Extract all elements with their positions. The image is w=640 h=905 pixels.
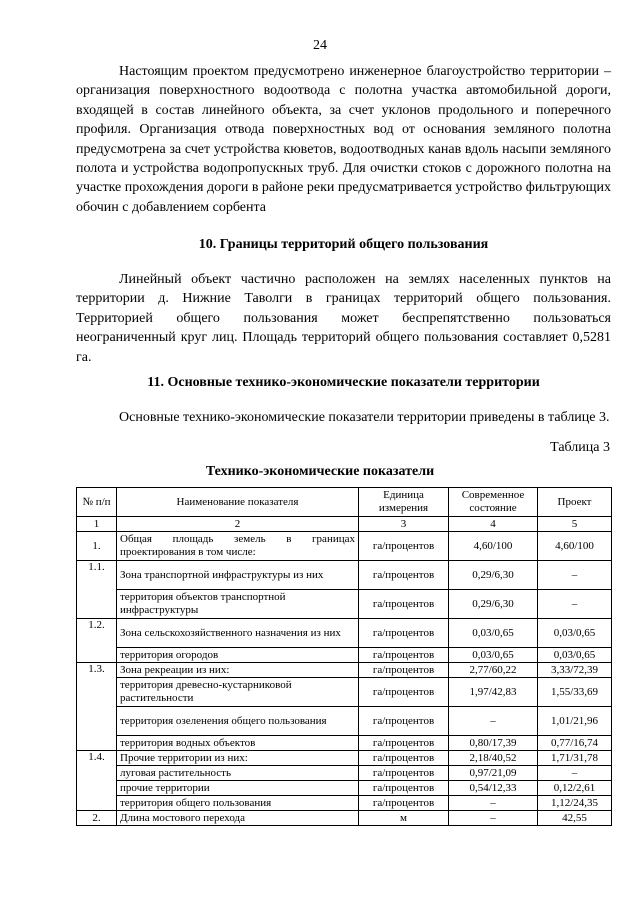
row-unit: га/процентов: [359, 707, 449, 736]
table-row: [77, 796, 612, 811]
table-row: [77, 781, 612, 796]
row-current: 2,18/40,52: [449, 751, 538, 766]
row-unit: га/процентов: [359, 619, 449, 648]
table-row: [77, 561, 612, 590]
column-number: 4: [449, 517, 538, 532]
row-name: Прочие территории из них:: [117, 751, 359, 766]
table-label: Таблица 3: [550, 440, 610, 455]
row-number: 1.: [77, 532, 117, 561]
table-title: Технико-экономические показатели: [205, 464, 435, 479]
row-unit: га/процентов: [359, 532, 449, 561]
row-project: 0,03/0,65: [538, 648, 612, 663]
row-name: территория огородов: [117, 648, 359, 663]
table-row: [77, 532, 612, 561]
table-row: [77, 619, 612, 648]
row-name: Длина мостового перехода: [117, 811, 359, 826]
row-name: территория общего пользования: [117, 796, 359, 811]
row-current: –: [449, 707, 538, 736]
row-current: 0,29/6,30: [449, 561, 538, 590]
row-project: –: [538, 590, 612, 619]
row-current: 0,29/6,30: [449, 590, 538, 619]
column-number: 1: [77, 517, 117, 532]
row-number: 1.4.: [77, 751, 117, 811]
row-unit: га/процентов: [359, 751, 449, 766]
row-unit: га/процентов: [359, 648, 449, 663]
row-unit: га/процентов: [359, 561, 449, 590]
header-project: Проект: [538, 488, 612, 517]
header-num: № п/п: [77, 488, 117, 517]
row-project: 1,71/31,78: [538, 751, 612, 766]
row-name: Общая площадь земель в границах проектирования в том числе:: [117, 532, 359, 561]
row-project: 0,77/16,74: [538, 736, 612, 751]
page-number: 24: [313, 38, 327, 53]
row-project: 3,33/72,39: [538, 663, 612, 678]
row-current: 1,97/42,83: [449, 678, 538, 707]
row-unit: м: [359, 811, 449, 826]
row-name: территория озеленения общего пользования: [117, 707, 359, 736]
row-unit: га/процентов: [359, 736, 449, 751]
row-project: 1,55/33,69: [538, 678, 612, 707]
table-row: [77, 811, 612, 826]
header-unit: Единица измерения: [359, 488, 449, 517]
row-current: 0,03/0,65: [449, 619, 538, 648]
section-10-text: Линейный объект частично расположен на землях населенных пунктов на территории д. Нижние Таволги в границах территорий общего пользования. Территорией общего пользования может беспрепятственно пользоваться неограниченный круг лиц. Площадь территорий общего пользования составляет 0,5281 га.: [76, 272, 611, 365]
table-row: [77, 678, 612, 707]
row-current: –: [449, 796, 538, 811]
row-project: 1,01/21,96: [538, 707, 612, 736]
row-current: 0,80/17,39: [449, 736, 538, 751]
table-header-row: [77, 488, 612, 517]
header-current: Современное состояние: [449, 488, 538, 517]
indicators-table: [76, 487, 612, 826]
row-current: 4,60/100: [449, 532, 538, 561]
column-number-row: [77, 517, 612, 532]
section-10-title: 10. Границы территорий общего пользования: [198, 237, 489, 252]
section-11-text: Основные технико-экономические показатели территории приведены в таблице 3.: [119, 410, 610, 425]
table-row: [77, 590, 612, 619]
row-name: прочие территории: [117, 781, 359, 796]
table-row: [77, 648, 612, 663]
table-row: [77, 707, 612, 736]
row-project: 0,12/2,61: [538, 781, 612, 796]
intro-paragraph: Настоящим проектом предусмотрено инженерное благоустройство территории – организация поверхностного водоотвода с полотна участка автомобильной дороги, входящей в состав линейного объекта, за счет уклонов продольного и поперечного профиля. Организация отвода поверхностных вод от основания земляного полотна предусмотрена за счет устройства кюветов, водоотводных канав вдоль насыпи земляного полота и устройства водопропускных труб. Для очистки стоков с дорожного полотна на участке прохождения дороги в районе реки предусматривается устройство фильтрующих обочин с добавлением сорбента: [76, 64, 611, 215]
row-unit: га/процентов: [359, 781, 449, 796]
row-name: территория водных объектов: [117, 736, 359, 751]
row-name: территория объектов транспортной инфраструктуры: [117, 590, 359, 619]
row-current: –: [449, 811, 538, 826]
row-unit: га/процентов: [359, 766, 449, 781]
row-project: –: [538, 766, 612, 781]
row-name: Зона сельскохозяйственного назначения из них: [117, 619, 359, 648]
row-number: 1.1.: [77, 561, 117, 619]
row-name: луговая растительность: [117, 766, 359, 781]
section-11-title: 11. Основные технико-экономические показатели территории: [147, 375, 540, 390]
column-number: 5: [538, 517, 612, 532]
row-project: 42,55: [538, 811, 612, 826]
row-project: 1,12/24,35: [538, 796, 612, 811]
row-name: территория древесно-кустарниковой растительности: [117, 678, 359, 707]
row-name: Зона рекреации из них:: [117, 663, 359, 678]
table-row: [77, 766, 612, 781]
row-unit: га/процентов: [359, 678, 449, 707]
row-unit: га/процентов: [359, 796, 449, 811]
row-current: 0,54/12,33: [449, 781, 538, 796]
row-number: 1.2.: [77, 619, 117, 663]
row-current: 2,77/60,22: [449, 663, 538, 678]
row-name: Зона транспортной инфраструктуры из них: [117, 561, 359, 590]
row-project: 4,60/100: [538, 532, 612, 561]
row-project: 0,03/0,65: [538, 619, 612, 648]
row-unit: га/процентов: [359, 663, 449, 678]
row-current: 0,03/0,65: [449, 648, 538, 663]
header-name: Наименование показателя: [117, 488, 359, 517]
row-number: 2.: [77, 811, 117, 826]
row-unit: га/процентов: [359, 590, 449, 619]
column-number: 2: [117, 517, 359, 532]
row-number: 1.3.: [77, 663, 117, 751]
table-row: [77, 751, 612, 766]
column-number: 3: [359, 517, 449, 532]
table-row: [77, 736, 612, 751]
row-project: –: [538, 561, 612, 590]
table-row: [77, 663, 612, 678]
row-current: 0,97/21,09: [449, 766, 538, 781]
